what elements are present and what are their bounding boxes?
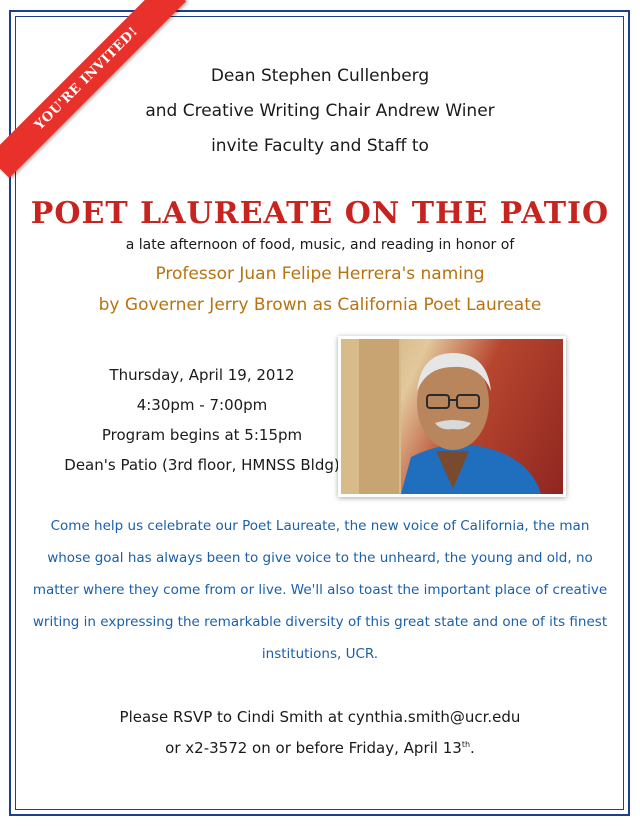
body-text-line-3: matter where they come from or live. We'll also toast the important place of creative xyxy=(32,582,608,598)
portrait-illustration xyxy=(341,339,563,494)
event-location: Dean's Patio (3rd floor, HMNSS Bldg) xyxy=(64,456,340,474)
host-line-dean: Dean Stephen Cullenberg xyxy=(210,66,430,86)
body-text-line-2: whose goal has always been to give voice to the unheard, the young and old, no xyxy=(47,550,593,566)
body-text-line-4: writing in expressing the remarkable diversity of this great state and one of its finest xyxy=(32,614,608,630)
honor-line-1: Professor Juan Felipe Herrera's naming xyxy=(155,264,485,284)
rsvp-line-2-period: . xyxy=(470,739,475,757)
program-start: Program begins at 5:15pm xyxy=(101,426,303,444)
host-line-chair: and Creative Writing Chair Andrew Winer xyxy=(145,101,495,121)
rsvp-line-2-text: or x2-3572 on or before Friday, April 13 xyxy=(165,739,462,757)
youre-invited-banner: YOU'RE INVITED! xyxy=(0,0,186,178)
host-line-invite: invite Faculty and Staff to xyxy=(211,136,429,156)
poet-portrait-photo xyxy=(341,339,563,494)
honor-line-2: by Governer Jerry Brown as California Poet Laureate xyxy=(98,295,542,315)
event-subtitle: a late afternoon of food, music, and reading in honor of xyxy=(125,237,515,253)
body-text-line-5: institutions, UCR. xyxy=(261,646,379,662)
rsvp-date-superscript: th xyxy=(461,740,471,749)
body-text-line-1: Come help us celebrate our Poet Laureate, the new voice of California, the man xyxy=(50,518,590,534)
event-time: 4:30pm - 7:00pm xyxy=(136,396,268,414)
rsvp-line-1: Please RSVP to Cindi Smith at cynthia.smith@ucr.edu xyxy=(119,708,521,726)
rsvp-line-2 xyxy=(0,739,640,757)
event-title: POET LAUREATE ON THE PATIO xyxy=(30,196,610,231)
event-date: Thursday, April 19, 2012 xyxy=(109,366,295,384)
